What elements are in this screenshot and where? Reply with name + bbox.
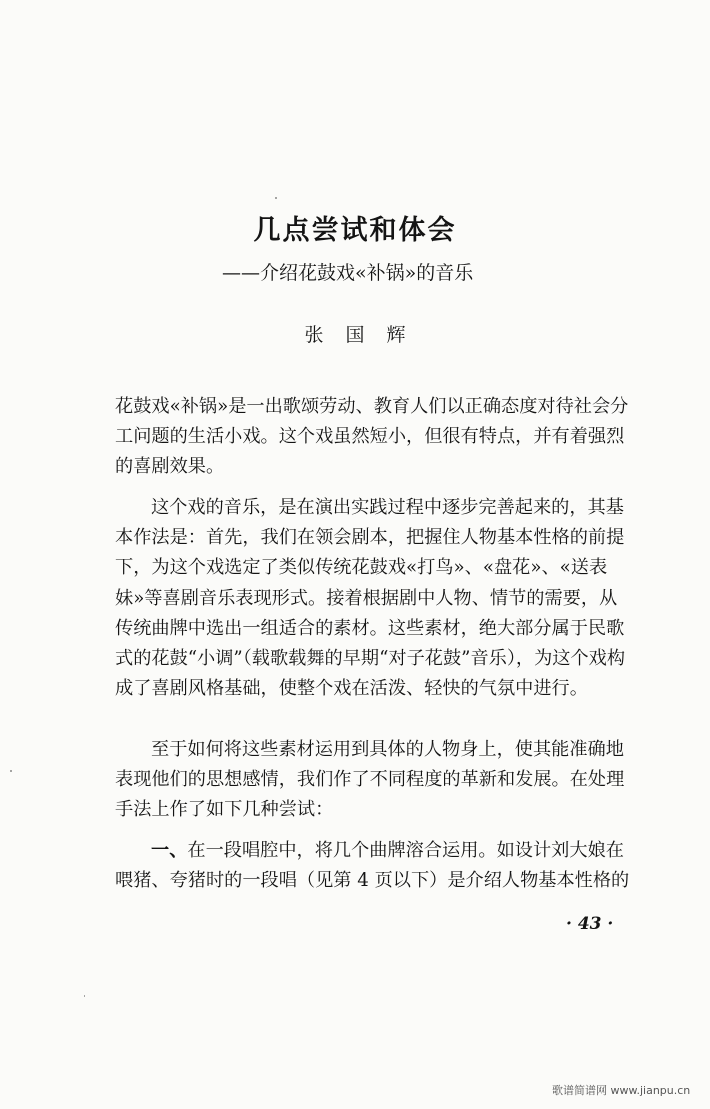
scan-speck <box>275 197 277 199</box>
site-watermark: 歌谱简谱网 www.jianpu.cn <box>552 1084 691 1097</box>
author-name: 张国辉 <box>304 324 428 346</box>
paragraph-1: 花鼓戏«补锅»是一出歌颂劳动、教育人们以正确态度对待社会分工问题的生活小戏。这个戏虽然短小，但很有特点，并有着强烈的喜剧效果。 <box>115 396 629 478</box>
article-title: 几点尝试和体会 <box>253 215 457 246</box>
scan-speck <box>84 995 85 997</box>
article-subtitle: ——介绍花鼓戏«补锅»的音乐 <box>222 262 474 284</box>
list-marker: 一、 <box>151 840 188 861</box>
scan-speck <box>10 770 12 772</box>
paragraph-4-text: 在一段唱腔中，将几个曲牌溶合运用。如设计刘大娘在喂猪、夸猪时的一段唱（见第 4 页以下）是介绍人物基本性格的 <box>115 840 630 892</box>
paragraph-3: 至于如何将这些素材运用到具体的人物身上，使其能准确地表现他们的思想感情，我们作了不同程度的革新和发展。在处理手法上作了如下几种尝试： <box>115 739 625 821</box>
paragraph-2: 这个戏的音乐，是在演出实践过程中逐步完善起来的，其基本作法是：首先，我们在领会剧本，把握住人物基本性格的前提下，为这个戏选定了类似传统花鼓戏«打鸟»、«盘花»、«送表妹»等喜剧音乐表现形式。接着根据剧中人物、情节的需要，从传统曲牌中选出一组适合的素材。这些素材，绝大部分属于民歌式的花鼓“小调”（载歌载舞的早期“对子花鼓”音乐），为这个戏构成了喜剧风格基础，使整个戏在活泼、轻快的气氛中进行。 <box>115 497 626 700</box>
paragraph-4 <box>115 836 635 896</box>
page-number: · 43 · <box>566 914 614 934</box>
